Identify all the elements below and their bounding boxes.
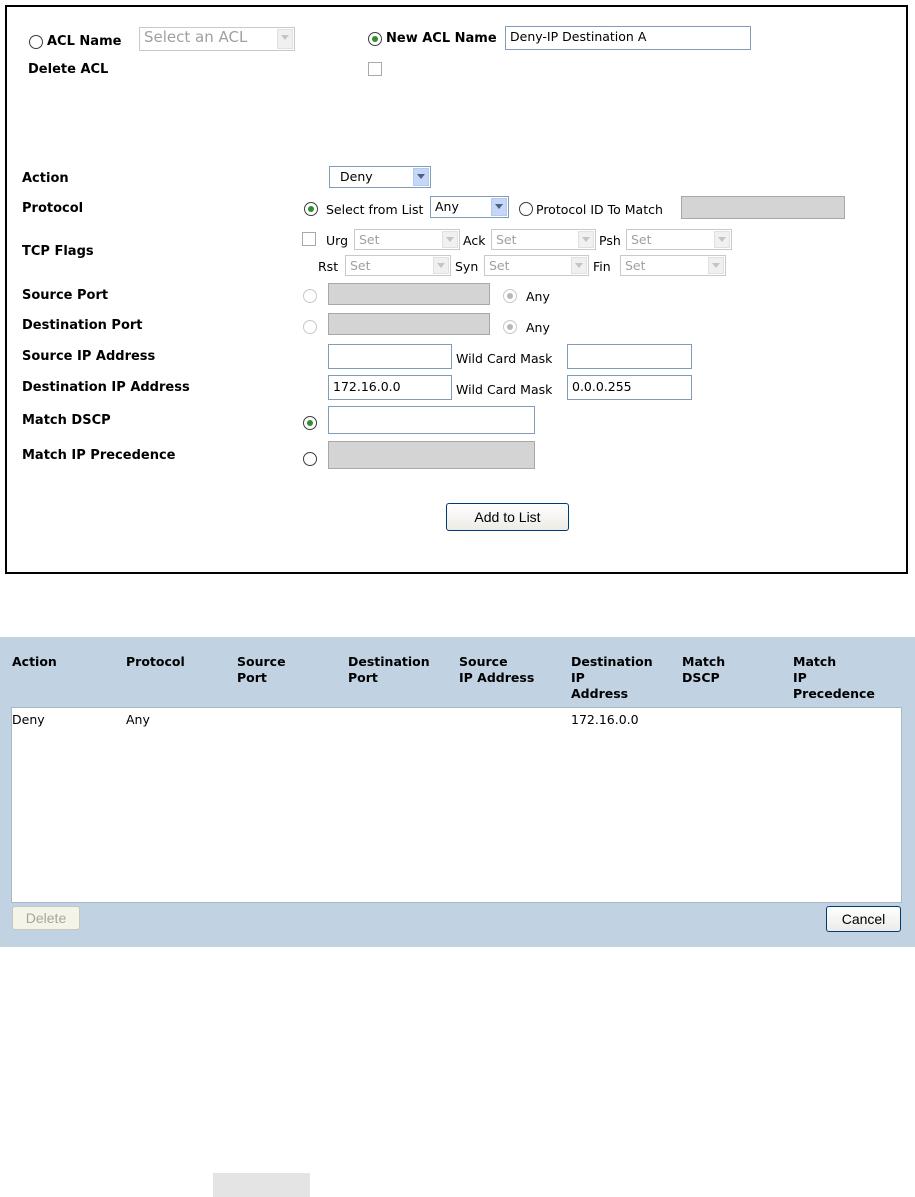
column-header-line: IP <box>571 670 585 685</box>
acl-name-radio[interactable] <box>29 35 43 49</box>
flag-rst-label: Rst <box>318 259 339 274</box>
match-ip-precedence-label: Match IP Precedence <box>22 448 176 463</box>
column-header-line: Address <box>571 686 629 701</box>
chevron-down-icon <box>433 257 449 274</box>
new-acl-name-label: New ACL Name <box>386 31 497 46</box>
column-header-line: Port <box>237 670 267 685</box>
destination-port-input[interactable] <box>328 313 490 335</box>
source-port-label: Source Port <box>22 288 109 303</box>
destination-ip-input[interactable]: 172.16.0.0 <box>328 375 452 400</box>
column-header-line: DSCP <box>682 670 720 685</box>
flag-psh-label: Psh <box>599 233 621 248</box>
column-header-line: Protocol <box>126 654 185 669</box>
add-to-list-button[interactable]: Add to List <box>446 503 569 531</box>
protocol-id-input[interactable] <box>681 196 845 219</box>
column-header-line: Match <box>682 654 726 669</box>
source-wild-card-mask-input[interactable] <box>567 344 692 369</box>
destination-port-label: Destination Port <box>22 318 143 333</box>
row-action-cell: Deny <box>12 712 45 727</box>
column-header-line: IP <box>793 670 807 685</box>
column-header-line: Source <box>459 654 508 669</box>
cancel-button[interactable]: Cancel <box>826 906 901 932</box>
chevron-down-icon <box>708 257 724 274</box>
flag-ack-label: Ack <box>463 233 486 248</box>
flag-urg-select[interactable] <box>354 229 460 250</box>
column-header-action <box>12 654 57 670</box>
destination-wild-card-mask-input[interactable]: 0.0.0.255 <box>567 375 692 400</box>
chevron-down-icon <box>277 29 293 49</box>
flag-rst-value: Set <box>350 258 371 273</box>
flag-fin-select[interactable] <box>620 255 726 276</box>
source-port-any-label: Any <box>526 289 550 304</box>
tcp-flags-checkbox[interactable] <box>302 232 316 246</box>
chevron-down-icon <box>491 198 507 216</box>
flag-ack-value: Set <box>496 232 517 247</box>
flag-urg-label: Urg <box>326 233 349 248</box>
delete-acl-label: Delete ACL <box>28 62 109 77</box>
column-header-destination-port <box>348 654 430 686</box>
new-acl-name-radio[interactable] <box>368 32 382 46</box>
destination-wild-card-mask-label: Wild Card Mask <box>456 382 553 397</box>
flag-fin-label: Fin <box>593 259 611 274</box>
source-port-input[interactable] <box>328 283 490 305</box>
flag-syn-select[interactable] <box>484 255 589 276</box>
column-header-line: Destination <box>348 654 430 669</box>
column-header-line: Precedence <box>793 686 875 701</box>
flag-syn-label: Syn <box>455 259 479 274</box>
destination-port-any-label: Any <box>526 320 550 335</box>
flag-fin-value: Set <box>625 258 646 273</box>
column-header-match-dscp <box>682 654 725 686</box>
chevron-down-icon <box>714 231 730 248</box>
match-dscp-label: Match DSCP <box>22 413 111 428</box>
chevron-down-icon <box>578 231 594 248</box>
match-dscp-input[interactable] <box>328 406 535 434</box>
column-header-line: IP Address <box>459 670 535 685</box>
source-port-any-radio[interactable] <box>503 289 517 303</box>
delete-acl-checkbox[interactable] <box>368 62 382 76</box>
chevron-down-icon <box>413 168 429 186</box>
source-ip-label: Source IP Address <box>22 349 156 364</box>
match-ip-precedence-radio[interactable] <box>303 452 317 466</box>
destination-port-radio[interactable] <box>303 320 317 334</box>
acl-name-label: ACL Name <box>47 34 122 49</box>
action-select-value: Deny <box>340 169 373 184</box>
match-dscp-radio[interactable] <box>303 416 317 430</box>
acl-name-select-value: Select an ACL <box>144 28 248 46</box>
column-header-destination-ip-address <box>571 654 653 702</box>
flag-urg-value: Set <box>359 232 380 247</box>
select-from-list-label: Select from List <box>326 202 424 217</box>
action-label: Action <box>22 171 69 186</box>
source-ip-input[interactable] <box>328 344 452 369</box>
tcp-flags-label: TCP Flags <box>22 244 94 259</box>
chevron-down-icon <box>571 257 587 274</box>
flag-rst-select[interactable] <box>345 255 451 276</box>
acl-list-body[interactable] <box>11 707 902 903</box>
protocol-select[interactable] <box>430 196 509 218</box>
partial-button <box>213 1173 310 1197</box>
action-select[interactable] <box>329 166 431 188</box>
new-acl-name-input[interactable]: Deny-IP Destination A <box>505 26 751 50</box>
source-wild-card-mask-label: Wild Card Mask <box>456 351 553 366</box>
flag-psh-value: Set <box>631 232 652 247</box>
source-port-radio[interactable] <box>303 289 317 303</box>
row-protocol-cell: Any <box>126 712 150 727</box>
match-ip-precedence-input[interactable] <box>328 441 535 469</box>
chevron-down-icon <box>442 231 458 248</box>
column-header-source-ip-address <box>459 654 534 686</box>
protocol-id-radio[interactable] <box>519 202 533 216</box>
column-header-line: Match <box>793 654 837 669</box>
protocol-select-value: Any <box>435 199 459 214</box>
acl-name-select[interactable] <box>139 27 295 51</box>
select-from-list-radio[interactable] <box>304 202 318 216</box>
protocol-label: Protocol <box>22 201 84 216</box>
destination-port-any-radio[interactable] <box>503 320 517 334</box>
column-header-source-port <box>237 654 286 686</box>
delete-button[interactable]: Delete <box>12 906 80 930</box>
column-header-line: Action <box>12 654 57 669</box>
flag-psh-select[interactable] <box>626 229 732 250</box>
flag-ack-select[interactable] <box>491 229 596 250</box>
column-header-line: Destination <box>571 654 653 669</box>
protocol-id-label: Protocol ID To Match <box>536 202 663 217</box>
row-destination-ip-cell: 172.16.0.0 <box>571 712 639 727</box>
column-header-match-ip-precedence <box>793 654 875 702</box>
column-header-line: Source <box>237 654 286 669</box>
column-header-protocol <box>126 654 185 670</box>
flag-syn-value: Set <box>489 258 510 273</box>
column-header-line: Port <box>348 670 378 685</box>
destination-ip-label: Destination IP Address <box>22 380 190 395</box>
